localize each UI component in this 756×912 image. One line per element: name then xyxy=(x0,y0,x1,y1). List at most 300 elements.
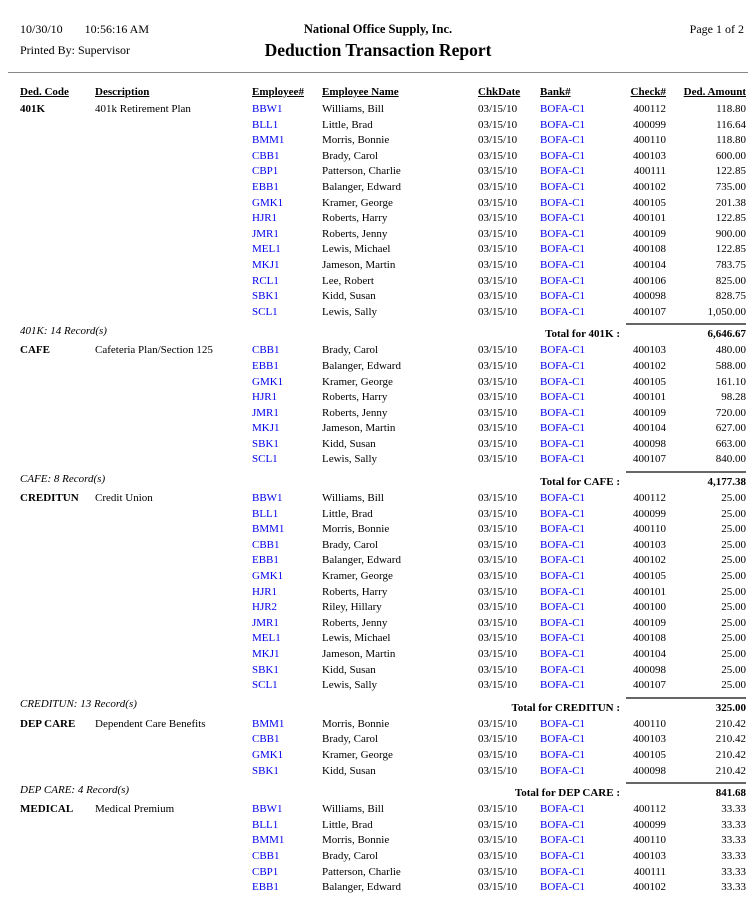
ded-amount: 25.00 xyxy=(721,679,746,692)
ded-amount: 25.00 xyxy=(721,616,746,629)
check-number: 400103 xyxy=(633,733,666,746)
bank-number-link[interactable]: BOFA-C1 xyxy=(540,305,586,318)
check-number: 400107 xyxy=(633,679,666,692)
chk-date: 03/15/10 xyxy=(478,212,518,225)
ded-description xyxy=(95,452,252,468)
ded-amount: 735.00 xyxy=(715,180,746,193)
transaction-row xyxy=(0,491,756,507)
ded-description xyxy=(95,553,252,569)
group-record-count: CREDITUN: 13 Record(s) xyxy=(20,698,137,711)
employee-number-link[interactable]: CBP1 xyxy=(252,865,279,878)
chk-date: 03/15/10 xyxy=(478,344,518,357)
check-number: 400105 xyxy=(633,748,666,761)
employee-name: Patterson, Charlie xyxy=(322,865,401,878)
ded-code xyxy=(20,227,95,243)
chk-date: 03/15/10 xyxy=(478,196,518,209)
chk-date: 03/15/10 xyxy=(478,834,518,847)
employee-number-link[interactable]: SCL1 xyxy=(252,305,278,318)
group-total-amount: 4,177.38 xyxy=(626,471,746,489)
check-number: 400103 xyxy=(633,344,666,357)
chk-date: 03/15/10 xyxy=(478,632,518,645)
employee-number-link[interactable]: HJR2 xyxy=(252,601,278,614)
bank-number-link[interactable]: BOFA-C1 xyxy=(540,492,586,505)
employee-name: Williams, Bill xyxy=(322,492,384,505)
ded-code xyxy=(20,375,95,391)
ded-code xyxy=(20,164,95,180)
chk-date: 03/15/10 xyxy=(478,134,518,147)
employee-number-link[interactable]: SCL1 xyxy=(252,453,278,466)
employee-name: Brady, Carol xyxy=(322,538,379,551)
check-number: 400103 xyxy=(633,849,666,862)
bank-number-link[interactable]: BOFA-C1 xyxy=(540,118,586,131)
employee-name: Roberts, Jenny xyxy=(322,406,388,419)
check-number: 400101 xyxy=(633,391,666,404)
transaction-row xyxy=(0,437,756,453)
ded-code: MEDICAL xyxy=(20,803,74,816)
col-header-check-num: Check# xyxy=(630,86,666,98)
ded-code xyxy=(20,211,95,227)
employee-name: Roberts, Harry xyxy=(322,391,388,404)
bank-number-link[interactable]: BOFA-C1 xyxy=(540,570,586,583)
ded-code xyxy=(20,180,95,196)
bank-number-link[interactable]: BOFA-C1 xyxy=(540,227,586,240)
ded-amount: 25.00 xyxy=(721,523,746,536)
transaction-row xyxy=(0,180,756,196)
transaction-row xyxy=(0,452,756,468)
transaction-row xyxy=(0,390,756,406)
chk-date: 03/15/10 xyxy=(478,422,518,435)
ded-amount: 210.42 xyxy=(715,748,746,761)
ded-description xyxy=(95,164,252,180)
chk-date: 03/15/10 xyxy=(478,227,518,240)
ded-code xyxy=(20,663,95,679)
bank-number-link[interactable]: BOFA-C1 xyxy=(540,212,586,225)
ded-code xyxy=(20,507,95,523)
ded-description: Cafeteria Plan/Section 125 xyxy=(95,344,213,357)
ded-code xyxy=(20,600,95,616)
employee-number-link[interactable]: HJR1 xyxy=(252,212,278,225)
employee-number-link[interactable]: JMR1 xyxy=(252,406,279,419)
ded-amount: 588.00 xyxy=(715,359,746,372)
bank-number-link[interactable]: BOFA-C1 xyxy=(540,437,586,450)
chk-date: 03/15/10 xyxy=(478,679,518,692)
ded-description xyxy=(95,118,252,134)
employee-number-link[interactable]: JMR1 xyxy=(252,227,279,240)
employee-number-link[interactable]: GMK1 xyxy=(252,375,284,388)
check-number: 400102 xyxy=(633,881,666,894)
transaction-row xyxy=(0,305,756,321)
group-record-count: CAFE: 8 Record(s) xyxy=(20,472,106,485)
employee-name: Balanger, Edward xyxy=(322,881,401,894)
chk-date: 03/15/10 xyxy=(478,663,518,676)
bank-number-link[interactable]: BOFA-C1 xyxy=(540,663,586,676)
ded-amount: 25.00 xyxy=(721,538,746,551)
bank-number-link[interactable]: BOFA-C1 xyxy=(540,538,586,551)
ded-amount: 210.42 xyxy=(715,764,746,777)
employee-number-link[interactable]: BBW1 xyxy=(252,803,283,816)
chk-date: 03/15/10 xyxy=(478,375,518,388)
ded-description xyxy=(95,631,252,647)
transaction-row xyxy=(0,211,756,227)
ded-description: Credit Union xyxy=(95,492,153,505)
ded-description xyxy=(95,538,252,554)
group-total-label: Total for CREDITUN : xyxy=(511,701,620,714)
bank-number-link[interactable]: BOFA-C1 xyxy=(540,290,586,303)
ded-amount: 1,050.00 xyxy=(707,305,746,318)
bank-number-link[interactable]: BOFA-C1 xyxy=(540,165,586,178)
report-body xyxy=(0,102,756,896)
check-number: 400109 xyxy=(633,406,666,419)
ded-code xyxy=(20,390,95,406)
ded-amount: 33.33 xyxy=(721,865,746,878)
employee-name: Brady, Carol xyxy=(322,344,379,357)
ded-description: 401k Retirement Plan xyxy=(95,103,191,115)
ded-code xyxy=(20,196,95,212)
employee-number-link[interactable]: GMK1 xyxy=(252,748,284,761)
chk-date: 03/15/10 xyxy=(478,570,518,583)
group-footer xyxy=(0,468,756,489)
employee-number-link[interactable]: SBK1 xyxy=(252,663,279,676)
bank-number-link[interactable]: BOFA-C1 xyxy=(540,180,586,193)
transaction-row xyxy=(0,196,756,212)
bank-number-link[interactable]: BOFA-C1 xyxy=(540,632,586,645)
chk-date: 03/15/10 xyxy=(478,881,518,894)
check-number: 400106 xyxy=(633,274,666,287)
transaction-row xyxy=(0,289,756,305)
check-number: 400101 xyxy=(633,212,666,225)
ded-code xyxy=(20,421,95,437)
ded-code: 401K xyxy=(20,103,46,115)
employee-name: Balanger, Edward xyxy=(322,359,401,372)
employee-number-link[interactable]: CBB1 xyxy=(252,849,280,862)
ded-amount: 210.42 xyxy=(715,717,746,730)
employee-name: Jameson, Martin xyxy=(322,422,396,435)
bank-number-link[interactable]: BOFA-C1 xyxy=(540,196,586,209)
report-header xyxy=(0,0,756,72)
employee-number-link[interactable]: CBB1 xyxy=(252,733,280,746)
check-number: 400103 xyxy=(633,149,666,162)
group-total-label: Total for DEP CARE : xyxy=(514,787,620,800)
ded-amount: 25.00 xyxy=(721,663,746,676)
transaction-row xyxy=(0,375,756,391)
transaction-row xyxy=(0,406,756,422)
ded-amount: 33.33 xyxy=(721,881,746,894)
chk-date: 03/15/10 xyxy=(478,258,518,271)
ded-description xyxy=(95,849,252,865)
bank-number-link[interactable]: BOFA-C1 xyxy=(540,764,586,777)
bank-number-link[interactable]: BOFA-C1 xyxy=(540,818,586,831)
ded-description xyxy=(95,616,252,632)
bank-number-link[interactable]: BOFA-C1 xyxy=(540,616,586,629)
ded-amount: 118.80 xyxy=(716,134,746,147)
check-number: 400109 xyxy=(633,616,666,629)
bank-number-link[interactable]: BOFA-C1 xyxy=(540,391,586,404)
ded-description xyxy=(95,732,252,748)
bank-number-link[interactable]: BOFA-C1 xyxy=(540,849,586,862)
employee-name: Brady, Carol xyxy=(322,149,379,162)
bank-number-link[interactable]: BOFA-C1 xyxy=(540,585,586,598)
employee-number-link[interactable]: BLL1 xyxy=(252,507,279,520)
employee-number-link[interactable]: CBB1 xyxy=(252,149,280,162)
employee-number-link[interactable]: SBK1 xyxy=(252,437,279,450)
chk-date: 03/15/10 xyxy=(478,764,518,777)
ded-description xyxy=(95,865,252,881)
report-title: Deduction Transaction Report xyxy=(264,40,492,60)
bank-number-link[interactable]: BOFA-C1 xyxy=(540,344,586,357)
bank-number-link[interactable]: BOFA-C1 xyxy=(540,375,586,388)
ded-description xyxy=(95,507,252,523)
ded-code xyxy=(20,616,95,632)
ded-code: CREDITUN xyxy=(20,492,79,505)
ded-amount: 33.33 xyxy=(721,849,746,862)
bank-number-link[interactable]: BOFA-C1 xyxy=(540,523,586,536)
employee-number-link[interactable]: EBB1 xyxy=(252,554,279,567)
ded-code xyxy=(20,880,95,896)
ded-code xyxy=(20,569,95,585)
ded-code xyxy=(20,647,95,663)
employee-name: Kramer, George xyxy=(322,375,393,388)
chk-date: 03/15/10 xyxy=(478,290,518,303)
ded-amount: 25.00 xyxy=(721,632,746,645)
bank-number-link[interactable]: BOFA-C1 xyxy=(540,258,586,271)
transaction-row xyxy=(0,880,756,896)
check-number: 400102 xyxy=(633,554,666,567)
transaction-row xyxy=(0,569,756,585)
chk-date: 03/15/10 xyxy=(478,648,518,660)
employee-number-link[interactable]: SCL1 xyxy=(252,679,278,692)
ded-amount: 98.28 xyxy=(721,391,746,404)
check-number: 400110 xyxy=(633,523,666,536)
transaction-row xyxy=(0,118,756,134)
employee-name: Kidd, Susan xyxy=(322,290,376,303)
ded-code xyxy=(20,133,95,149)
check-number: 400107 xyxy=(633,305,666,318)
chk-date: 03/15/10 xyxy=(478,585,518,598)
ded-amount: 825.00 xyxy=(715,274,746,287)
column-headers xyxy=(0,86,756,98)
employee-number-link[interactable]: HJR1 xyxy=(252,391,278,404)
employee-name: Balanger, Edward xyxy=(322,554,401,567)
bank-number-link[interactable]: BOFA-C1 xyxy=(540,359,586,372)
bank-number-link[interactable]: BOFA-C1 xyxy=(540,679,586,692)
ded-description xyxy=(95,149,252,165)
transaction-row xyxy=(0,678,756,694)
bank-number-link[interactable]: BOFA-C1 xyxy=(540,554,586,567)
ded-code xyxy=(20,865,95,881)
ded-description xyxy=(95,569,252,585)
employee-name: Little, Brad xyxy=(322,118,373,131)
employee-name: Patterson, Charlie xyxy=(322,165,401,178)
employee-number-link[interactable]: BMM1 xyxy=(252,717,285,730)
employee-number-link[interactable]: EBB1 xyxy=(252,180,279,193)
ded-description xyxy=(95,818,252,834)
ded-code xyxy=(20,406,95,422)
bank-number-link[interactable]: BOFA-C1 xyxy=(540,733,586,746)
bank-number-link[interactable]: BOFA-C1 xyxy=(540,803,586,816)
employee-number-link[interactable]: BMM1 xyxy=(252,134,285,147)
ded-amount: 900.00 xyxy=(715,227,746,240)
check-number: 400105 xyxy=(633,570,666,583)
ded-amount: 33.33 xyxy=(721,818,746,831)
employee-number-link[interactable]: MEL1 xyxy=(252,632,281,645)
employee-name: Lewis, Michael xyxy=(322,632,391,645)
check-number: 400098 xyxy=(633,437,666,450)
transaction-row xyxy=(0,748,756,764)
bank-number-link[interactable]: BOFA-C1 xyxy=(540,134,586,147)
employee-name: Morris, Bonnie xyxy=(322,834,390,847)
check-number: 400099 xyxy=(633,118,666,131)
col-header-ded-code: Ded. Code xyxy=(20,86,69,98)
check-number: 400108 xyxy=(633,632,666,645)
chk-date: 03/15/10 xyxy=(478,103,518,115)
transaction-row xyxy=(0,663,756,679)
ded-description xyxy=(95,880,252,896)
chk-date: 03/15/10 xyxy=(478,391,518,404)
bank-number-link[interactable]: BOFA-C1 xyxy=(540,748,586,761)
check-number: 400098 xyxy=(633,764,666,777)
check-number: 400110 xyxy=(633,134,666,147)
employee-number-link[interactable]: GMK1 xyxy=(252,570,284,583)
group-total-label: Total for CAFE : xyxy=(540,476,620,489)
bank-number-link[interactable]: BOFA-C1 xyxy=(540,422,586,435)
bank-number-link[interactable]: BOFA-C1 xyxy=(540,103,586,115)
bank-number-link[interactable]: BOFA-C1 xyxy=(540,149,586,162)
chk-date: 03/15/10 xyxy=(478,437,518,450)
transaction-row xyxy=(0,149,756,165)
ded-description xyxy=(95,289,252,305)
employee-name: Kramer, George xyxy=(322,570,393,583)
employee-number-link[interactable]: SBK1 xyxy=(252,290,279,303)
group-record-count: DEP CARE: 4 Record(s) xyxy=(20,783,130,796)
chk-date: 03/15/10 xyxy=(478,849,518,862)
employee-number-link[interactable]: CBB1 xyxy=(252,344,280,357)
ded-code: DEP CARE xyxy=(20,717,76,730)
ded-amount: 118.80 xyxy=(716,103,746,115)
report-titles xyxy=(0,22,756,61)
employee-number-link[interactable]: MKJ1 xyxy=(252,422,280,435)
ded-amount: 720.00 xyxy=(715,406,746,419)
bank-number-link[interactable]: BOFA-C1 xyxy=(540,406,586,419)
bank-number-link[interactable]: BOFA-C1 xyxy=(540,507,586,520)
employee-name: Little, Brad xyxy=(322,818,373,831)
employee-number-link[interactable]: JMR1 xyxy=(252,616,279,629)
bank-number-link[interactable]: BOFA-C1 xyxy=(540,834,586,847)
check-number: 400100 xyxy=(633,601,666,614)
bank-number-link[interactable]: BOFA-C1 xyxy=(540,601,586,614)
transaction-row xyxy=(0,133,756,149)
col-header-chkdate: ChkDate xyxy=(478,86,521,98)
employee-number-link[interactable]: EBB1 xyxy=(252,881,279,894)
employee-number-link[interactable]: RCL1 xyxy=(252,274,279,287)
ded-amount: 627.00 xyxy=(715,422,746,435)
employee-number-link[interactable]: BMM1 xyxy=(252,523,285,536)
ded-amount: 480.00 xyxy=(715,344,746,357)
bank-number-link[interactable]: BOFA-C1 xyxy=(540,453,586,466)
employee-number-link[interactable]: MEL1 xyxy=(252,243,281,256)
ded-amount: 25.00 xyxy=(721,507,746,520)
ded-description xyxy=(95,227,252,243)
employee-name: Kidd, Susan xyxy=(322,663,376,676)
employee-number-link[interactable]: BBW1 xyxy=(252,492,283,505)
col-header-description: Description xyxy=(95,86,150,98)
employee-number-link[interactable]: BMM1 xyxy=(252,834,285,847)
employee-number-link[interactable]: GMK1 xyxy=(252,196,284,209)
employee-name: Jameson, Martin xyxy=(322,648,396,660)
bank-number-link[interactable]: BOFA-C1 xyxy=(540,274,586,287)
check-number: 400112 xyxy=(633,103,666,115)
employee-number-link[interactable]: EBB1 xyxy=(252,359,279,372)
chk-date: 03/15/10 xyxy=(478,243,518,256)
chk-date: 03/15/10 xyxy=(478,149,518,162)
ded-code xyxy=(20,359,95,375)
employee-name: Roberts, Jenny xyxy=(322,227,388,240)
employee-number-link[interactable]: BLL1 xyxy=(252,818,279,831)
transaction-row xyxy=(0,802,756,818)
check-number: 400105 xyxy=(633,375,666,388)
employee-number-link[interactable]: MKJ1 xyxy=(252,258,280,271)
check-number: 400098 xyxy=(633,663,666,676)
transaction-row xyxy=(0,764,756,780)
ded-amount: 840.00 xyxy=(715,453,746,466)
group-total-amount: 841.68 xyxy=(626,782,746,800)
check-number: 400111 xyxy=(633,865,666,878)
ded-code xyxy=(20,732,95,748)
employee-number-link[interactable]: MKJ1 xyxy=(252,648,280,660)
ded-description xyxy=(95,375,252,391)
check-number: 400101 xyxy=(633,585,666,598)
ded-description xyxy=(95,274,252,290)
bank-number-link[interactable]: BOFA-C1 xyxy=(540,648,586,660)
ded-description xyxy=(95,359,252,375)
printed-by: Printed By: Supervisor xyxy=(20,43,130,57)
employee-number-link[interactable]: BBW1 xyxy=(252,103,283,115)
transaction-row xyxy=(0,849,756,865)
transaction-row xyxy=(0,833,756,849)
chk-date: 03/15/10 xyxy=(478,406,518,419)
col-header-bank-num: Bank# xyxy=(540,86,571,98)
employee-number-link[interactable]: SBK1 xyxy=(252,764,279,777)
transaction-row xyxy=(0,631,756,647)
bank-number-link[interactable]: BOFA-C1 xyxy=(540,243,586,256)
check-number: 400102 xyxy=(633,180,666,193)
ded-code xyxy=(20,522,95,538)
employee-name: Williams, Bill xyxy=(322,803,384,816)
ded-description xyxy=(95,585,252,601)
employee-name: Roberts, Jenny xyxy=(322,616,388,629)
employee-name: Balanger, Edward xyxy=(322,180,401,193)
bank-number-link[interactable]: BOFA-C1 xyxy=(540,881,586,894)
bank-number-link[interactable]: BOFA-C1 xyxy=(540,865,586,878)
employee-number-link[interactable]: CBB1 xyxy=(252,538,280,551)
employee-number-link[interactable]: HJR1 xyxy=(252,585,278,598)
ded-description xyxy=(95,748,252,764)
ded-code: CAFE xyxy=(20,344,50,357)
employee-number-link[interactable]: CBP1 xyxy=(252,165,279,178)
ded-description xyxy=(95,390,252,406)
ded-code xyxy=(20,452,95,468)
bank-number-link[interactable]: BOFA-C1 xyxy=(540,717,586,730)
employee-number-link[interactable]: BLL1 xyxy=(252,118,279,131)
transaction-row xyxy=(0,585,756,601)
employee-name: Kidd, Susan xyxy=(322,437,376,450)
chk-date: 03/15/10 xyxy=(478,865,518,878)
employee-name: Morris, Bonnie xyxy=(322,523,390,536)
transaction-row xyxy=(0,616,756,632)
ded-amount: 783.75 xyxy=(715,258,746,271)
ded-code xyxy=(20,149,95,165)
transaction-row xyxy=(0,507,756,523)
transaction-row xyxy=(0,274,756,290)
